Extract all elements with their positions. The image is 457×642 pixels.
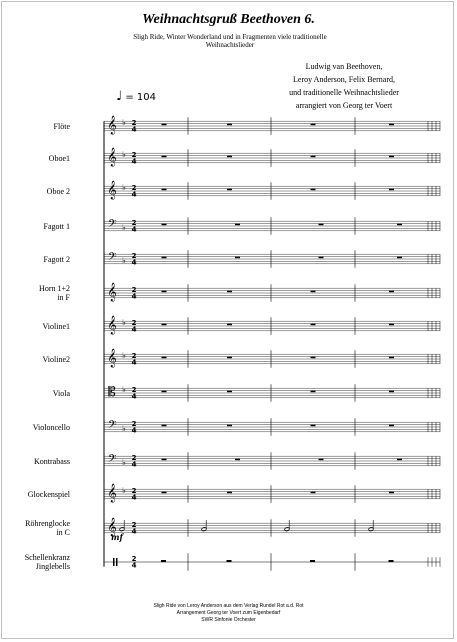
whole-rest xyxy=(389,156,394,158)
percussion-clef-icon xyxy=(113,558,115,566)
whole-rest xyxy=(227,560,232,562)
flat-icon: ♭ xyxy=(122,118,126,127)
instrument-label-violine1: Violine1 xyxy=(42,321,70,331)
time-signature-bottom: 4 xyxy=(131,392,137,401)
whole-rest xyxy=(319,224,324,226)
score-title: Weihnachtsgruß Beethoven 6. xyxy=(142,12,315,27)
whole-rest xyxy=(397,459,402,461)
flat-icon: ♭ xyxy=(122,183,126,192)
time-signature-bottom: 4 xyxy=(131,292,137,301)
whole-rest xyxy=(311,391,316,393)
time-signature-top: 2 xyxy=(131,352,137,360)
time-signature-bottom: 4 xyxy=(131,125,137,134)
time-signature-bottom: 4 xyxy=(131,358,137,367)
time-signature-bottom: 4 xyxy=(131,426,137,435)
whole-rest xyxy=(162,189,167,191)
whole-rest xyxy=(235,459,240,461)
time-signature-top: 2 xyxy=(131,119,137,127)
whole-rest xyxy=(162,357,167,359)
flat-icon: ♭ xyxy=(122,424,126,433)
whole-rest xyxy=(227,156,232,158)
time-signature-bottom: 4 xyxy=(131,225,137,234)
whole-rest xyxy=(311,124,316,126)
time-signature-bottom: 4 xyxy=(131,527,137,536)
treble-clef-icon: 𝄞 xyxy=(107,517,117,536)
treble-clef-icon: 𝄞 xyxy=(107,147,117,166)
whole-rest xyxy=(227,357,232,359)
instrument-label-roehrenglocke: Röhrenglocke in C xyxy=(25,519,70,537)
whole-rest xyxy=(162,492,167,494)
whole-rest xyxy=(162,459,167,461)
whole-rest xyxy=(389,492,394,494)
instrument-label-violoncello: Violoncello xyxy=(32,422,70,432)
whole-rest xyxy=(319,257,324,259)
whole-rest xyxy=(162,425,167,427)
whole-rest xyxy=(162,224,167,226)
dynamic-marking: mf xyxy=(111,532,123,542)
treble-clef-icon: 𝄞 xyxy=(107,282,117,301)
whole-rest xyxy=(311,189,316,191)
bass-clef-icon: 𝄢 xyxy=(107,419,117,434)
whole-rest xyxy=(227,324,232,326)
footer-line: Arrangement Georg ter Voert zum Eigenbedarf xyxy=(176,610,281,616)
whole-rest xyxy=(227,492,232,494)
instrument-label-viola: Viola xyxy=(52,388,70,398)
time-signature-bottom: 4 xyxy=(131,325,137,334)
instrument-label-floete: Flöte xyxy=(53,121,70,131)
instrument-label-glockenspiel: Glockenspiel xyxy=(27,489,70,499)
time-signature-top: 2 xyxy=(131,521,137,529)
instrument-label-oboe1: Oboe1 xyxy=(48,153,70,163)
composer-line: Leroy Anderson, Felix Bernard, xyxy=(293,75,395,84)
score-subtitle: Sligh Ride, Winter Wonderland und in Fragmenten viele traditionelle Weihnachtslieder xyxy=(133,33,327,49)
flat-icon: ♭ xyxy=(122,385,126,394)
whole-rest xyxy=(227,189,232,191)
time-signature-bottom: 4 xyxy=(131,190,137,199)
treble-clef-icon: 𝄞 xyxy=(107,348,117,367)
whole-rest xyxy=(311,156,316,158)
footer-line: Sligh Ride von Leroy Anderson aus dem Verlag Rundel Rot a.d. Rot xyxy=(153,603,304,609)
whole-rest xyxy=(389,291,394,293)
whole-rest xyxy=(227,391,232,393)
whole-rest xyxy=(389,189,394,191)
percussion-clef-icon xyxy=(116,558,118,566)
time-signature-bottom: 4 xyxy=(131,258,137,267)
whole-rest xyxy=(162,391,167,393)
whole-rest xyxy=(319,459,324,461)
instrument-label-horn: Horn 1+2 in F xyxy=(39,284,70,302)
flat-icon: ♭ xyxy=(122,223,126,232)
time-signature-top: 2 xyxy=(131,420,137,428)
whole-rest xyxy=(162,324,167,326)
whole-rest xyxy=(162,291,167,293)
whole-rest xyxy=(162,156,167,158)
instrument-label-fagott2: Fagott 2 xyxy=(43,254,70,264)
time-signature-top: 2 xyxy=(131,286,137,294)
whole-rest xyxy=(389,425,394,427)
bass-clef-icon: 𝄢 xyxy=(107,218,117,233)
footer-line: SWR Sinfonie Orchester xyxy=(201,617,256,623)
instrument-label-violine2: Violine2 xyxy=(42,354,70,364)
whole-rest xyxy=(235,224,240,226)
instrument-label-oboe2: Oboe 2 xyxy=(46,186,70,196)
whole-rest xyxy=(389,124,394,126)
time-signature-bottom: 4 xyxy=(131,493,137,502)
instrument-label-kontrabass: Kontrabass xyxy=(34,456,70,466)
time-signature-top: 2 xyxy=(131,454,137,462)
footer-credits xyxy=(0,603,457,624)
tempo-value: = 104 xyxy=(125,92,156,103)
whole-rest xyxy=(389,391,394,393)
whole-rest xyxy=(162,257,167,259)
treble-clef-icon: 𝄞 xyxy=(107,180,117,199)
flat-icon: ♭ xyxy=(122,486,126,495)
flat-icon: ♭ xyxy=(122,318,126,327)
instrument-label-fagott1: Fagott 1 xyxy=(43,221,70,231)
whole-rest xyxy=(227,425,232,427)
composer-line: und traditionelle Weihnachtslieder xyxy=(289,88,399,97)
time-signature-bottom: 4 xyxy=(131,460,137,469)
time-signature-top: 2 xyxy=(131,319,137,327)
whole-rest xyxy=(397,257,402,259)
whole-rest xyxy=(227,124,232,126)
time-signature-top: 2 xyxy=(131,386,137,394)
whole-rest xyxy=(227,291,232,293)
flat-icon: ♭ xyxy=(122,351,126,360)
flat-icon: ♭ xyxy=(122,150,126,159)
whole-rest xyxy=(162,124,167,126)
composer-line: arrangiert von Georg ter Voert xyxy=(295,101,393,110)
whole-rest xyxy=(311,425,316,427)
whole-rest xyxy=(311,492,316,494)
treble-clef-icon: 𝄞 xyxy=(107,315,117,334)
time-signature-top: 2 xyxy=(131,555,137,563)
alto-clef-icon: 𝄡 xyxy=(108,385,116,400)
whole-rest xyxy=(389,357,394,359)
whole-rest xyxy=(310,560,315,562)
treble-clef-icon: 𝄞 xyxy=(107,115,117,134)
time-signature-bottom: 4 xyxy=(131,561,137,570)
time-signature-top: 2 xyxy=(131,487,137,495)
whole-rest xyxy=(389,560,394,562)
time-signature-bottom: 4 xyxy=(131,157,137,166)
instrument-label-schellenkranz: Schellenkranz Jinglebells xyxy=(24,553,70,571)
treble-clef-icon: 𝄞 xyxy=(107,483,117,502)
whole-rest xyxy=(235,257,240,259)
composer-line: Ludwig van Beethoven, xyxy=(305,62,383,71)
time-signature-top: 2 xyxy=(131,252,137,260)
bass-clef-icon: 𝄢 xyxy=(107,251,117,266)
flat-icon: ♭ xyxy=(122,256,126,265)
bass-clef-icon: 𝄢 xyxy=(107,453,117,468)
time-signature-top: 2 xyxy=(131,151,137,159)
whole-rest xyxy=(311,357,316,359)
flat-icon: ♭ xyxy=(122,458,126,467)
quarter-note-icon: ♩ xyxy=(116,89,123,104)
whole-rest xyxy=(161,560,166,562)
whole-rest xyxy=(311,291,316,293)
time-signature-top: 2 xyxy=(131,184,137,192)
whole-rest xyxy=(389,324,394,326)
time-signature-top: 2 xyxy=(131,219,137,227)
whole-rest xyxy=(311,324,316,326)
whole-rest xyxy=(397,224,402,226)
